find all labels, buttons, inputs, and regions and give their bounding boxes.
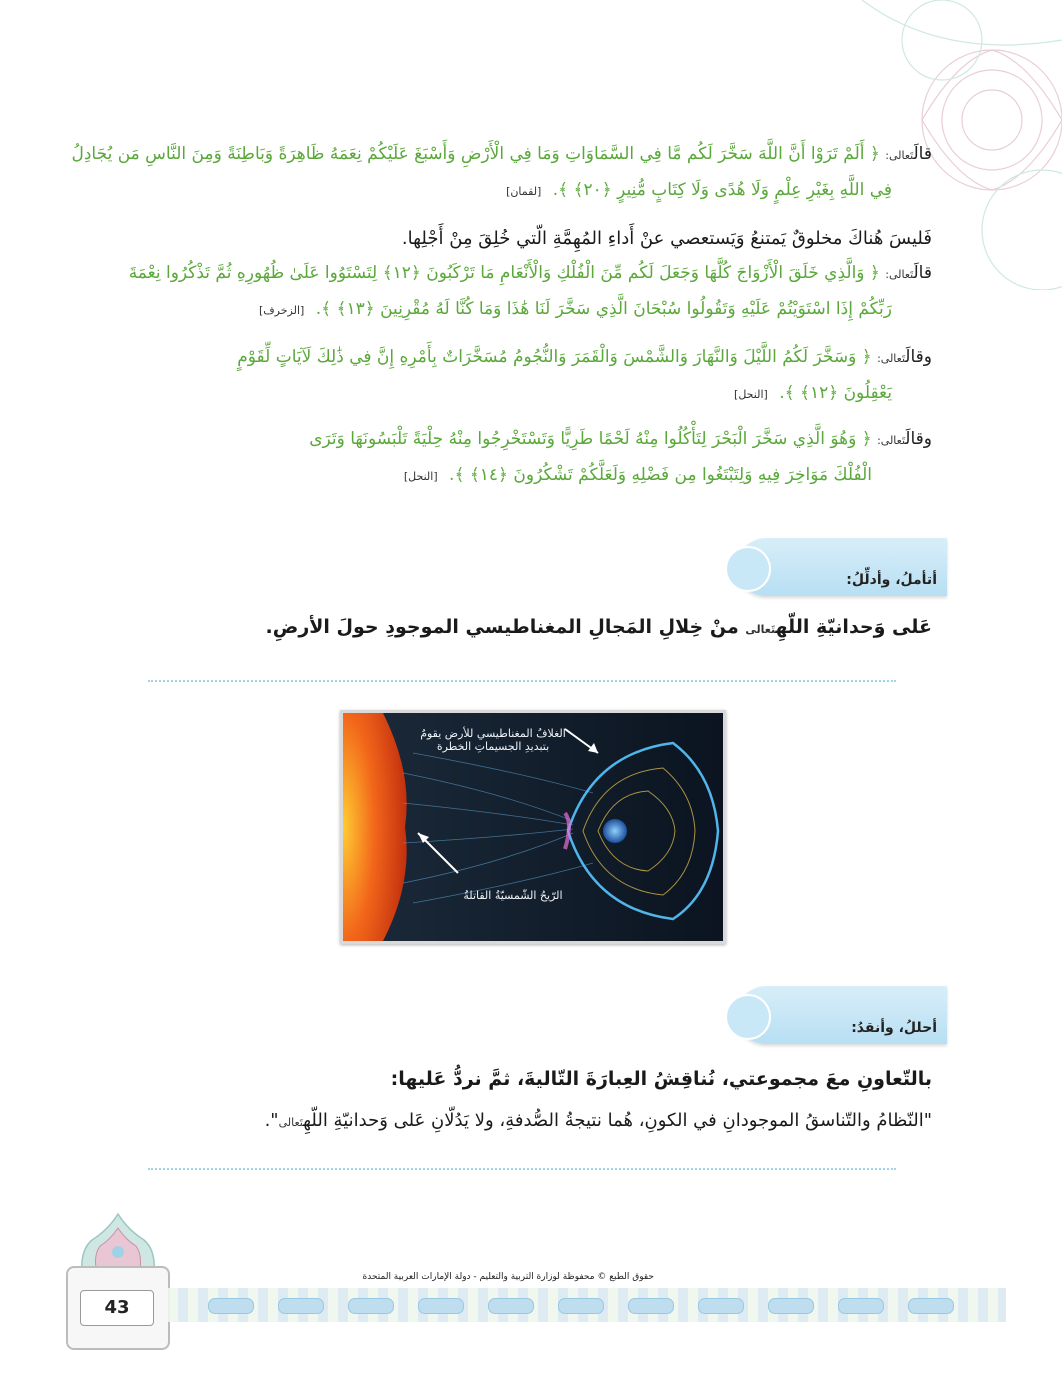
verse-text: ﴿ أَلَمْ تَرَوْا أَنَّ اللَّهَ سَخَّرَ لَكُم مَّا فِي السَّمَاوَاتِ وَمَا فِي الْأَرْضِ وَأَسْبَغَ عَلَيْكُمْ نِعَمَهُ ظَاهِرَةً وَبَاطِنَةً وَمِنَ النَّاسِ مَن يُجَادِلُ bbox=[71, 144, 880, 164]
section2-quote bbox=[110, 1104, 932, 1140]
quote-text: "النّظامُ والتّناسقُ الموجودانِ في الكونِ، هُما نتيجةُ الصُّدفةِ، ولا يَدُلّانِ عَلى وَحدانيّةِ اللّهِ bbox=[303, 1110, 932, 1131]
earth-icon bbox=[603, 819, 627, 843]
prompt-text: منْ خِلالِ المَجالِ المغناطيسي الموجودِ حولَ الأرضِ. bbox=[265, 616, 739, 638]
magnetosphere-figure bbox=[340, 710, 726, 944]
section2-prompt bbox=[110, 1062, 932, 1096]
dotted-divider bbox=[148, 680, 896, 682]
verse-intro: وقالَ bbox=[905, 429, 932, 449]
figure-label-magnetosphere: الغلافُ المغناطيسي للأرض يقومُ بتبديدِ الجسيماتِ الخطرة bbox=[420, 727, 566, 753]
ta3ala-honorific: تَعالى bbox=[278, 1116, 304, 1129]
quote-line bbox=[110, 1104, 932, 1140]
verse-block-nahl-1 bbox=[110, 340, 932, 412]
verse-block-zukhruf bbox=[110, 256, 932, 328]
verse-line bbox=[110, 458, 932, 494]
verse-source: [الزخرف] bbox=[258, 304, 305, 317]
verse-line bbox=[110, 422, 932, 458]
ta3ala-honorific: تَعالى: bbox=[877, 352, 906, 365]
verse-text: يَعْقِلُونَ ﴿١٢﴾ ﴾. bbox=[779, 383, 892, 403]
prompt-line bbox=[110, 610, 932, 647]
verse-block-luqman bbox=[71, 137, 932, 209]
section-tab-label: أتأملُ، وأدلِّلُ: bbox=[846, 572, 937, 588]
ta3ala-honorific: تَعالى: bbox=[885, 149, 914, 162]
copyright-notice: حقوق الطبع © محفوظة لوزارة التربية والتعليم - دولة الإمارات العربية المتحدة bbox=[362, 1272, 654, 1282]
page-number: 43 bbox=[80, 1290, 154, 1326]
quote-text: ". bbox=[264, 1110, 279, 1131]
verse-text: الْفُلْكَ مَوَاخِرَ فِيهِ وَلِتَبْتَغُوا مِن فَضْلِهِ وَلَعَلَّكُمْ تَشْكُرُونَ ﴿١٤﴾ ﴾. bbox=[449, 465, 872, 485]
dotted-divider bbox=[148, 1168, 896, 1170]
verse-line bbox=[110, 340, 932, 376]
verse-text: فِي اللَّهِ بِغَيْرِ عِلْمٍ وَلَا هُدًى وَلَا كِتَابٍ مُّنِيرٍ ﴿٢٠﴾ ﴾. bbox=[552, 180, 892, 200]
verse-line bbox=[110, 292, 932, 328]
page-ornament-icon bbox=[76, 1210, 160, 1274]
verse-intro: قالَ bbox=[913, 263, 932, 283]
verse-source: [النحل] bbox=[403, 470, 438, 483]
verse-text: ﴿ وَسَخَّرَ لَكُمُ اللَّيْلَ وَالنَّهَارَ وَالشَّمْسَ وَالْقَمَرَ وَالنُّجُومُ مُسَخَّرَاتٌ بِأَمْرِهِ إِنَّ فِي ذَٰلِكَ لَآيَاتٍ لِّقَوْمٍ bbox=[237, 347, 872, 367]
section-tab-reflect bbox=[737, 538, 947, 596]
verse-text: ﴿ وَهُوَ الَّذِي سَخَّرَ الْبَحْرَ لِتَأْكُلُوا مِنْهُ لَحْمًا طَرِيًّا وَتَسْتَخْرِجُوا مِنْهُ حِلْيَةً تَلْبَسُونَهَا وَتَرَى bbox=[309, 429, 872, 449]
verse-line bbox=[71, 137, 932, 173]
prompt-text: عَلى وَحدانيّةِ اللّهِ bbox=[775, 616, 932, 638]
verse-line bbox=[110, 376, 932, 412]
footer-decorative-bar bbox=[168, 1288, 1006, 1322]
section-tab-analyze bbox=[737, 986, 947, 1044]
verse-block-nahl-2 bbox=[110, 422, 932, 494]
verse-source: [النحل] bbox=[734, 388, 768, 401]
verse-text: رَبِّكُمْ إِذَا اسْتَوَيْتُمْ عَلَيْهِ وَتَقُولُوا سُبْحَانَ الَّذِي سَخَّرَ لَنَا هَٰذَا وَمَا كُنَّا لَهُ مُقْرِنِينَ ﴿١٣﴾ ﴾. bbox=[315, 299, 892, 319]
ta3ala-honorific: تَعالى bbox=[745, 623, 776, 636]
verse-source: [لقمان] bbox=[506, 185, 542, 198]
verse-intro: قالَ bbox=[913, 144, 932, 164]
verse-line bbox=[110, 256, 932, 292]
section1-prompt bbox=[110, 610, 932, 647]
ta3ala-honorific: تَعالى: bbox=[877, 434, 906, 447]
ta3ala-honorific: تَعالى: bbox=[885, 268, 914, 281]
figure-label-solar-wind: الرّيحُ الشّمسيّةُ القاتلةُ bbox=[463, 889, 563, 902]
verse-intro: وقالَ bbox=[905, 347, 932, 367]
statement-text: فَليسَ هُناكَ مخلوقٌ يَمتنعُ وَيَستعصي عنْ أَداءِ المُهِمَّةِ الّتي خُلِقَ مِنْ أَجْلِها. bbox=[401, 228, 932, 249]
verse-text: ﴿ وَالَّذِي خَلَقَ الْأَزْوَاجَ كُلَّهَا وَجَعَلَ لَكُم مِّنَ الْفُلْكِ وَالْأَنْعَامِ مَا تَرْكَبُونَ ﴿١٢﴾ لِتَسْتَوُوا عَلَىٰ ظُهُورِهِ ثُمَّ تَذْكُرُوا نِعْمَةَ bbox=[128, 263, 880, 283]
statement-paragraph bbox=[110, 222, 932, 256]
section-tab-label: أحللُ، وأنقدُ: bbox=[851, 1020, 937, 1036]
prompt-text: بالتّعاونِ معَ مجموعتي، نُناقِشُ العِبارَةَ التّاليةَ، ثمَّ نردُّ عَليها: bbox=[390, 1068, 932, 1090]
verse-line bbox=[110, 173, 932, 209]
